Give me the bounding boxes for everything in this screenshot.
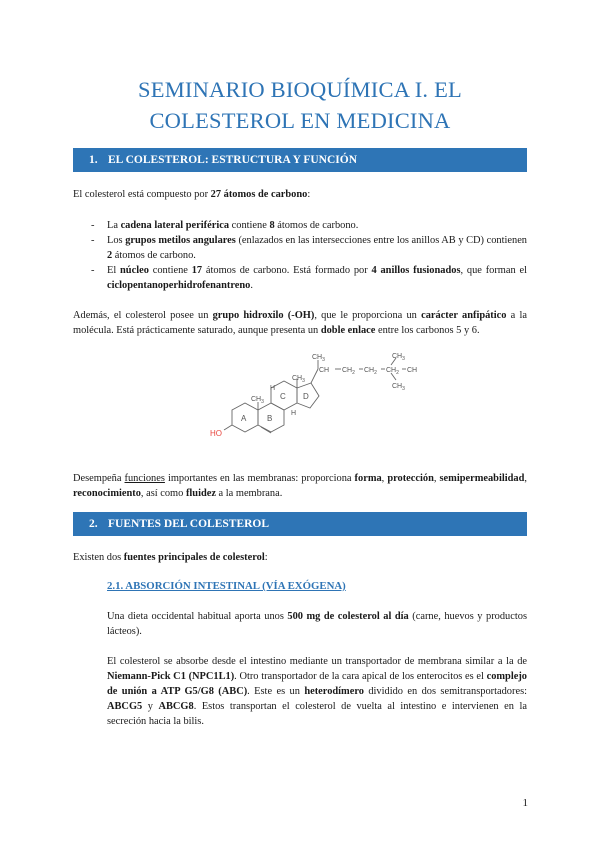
intro-paragraph: El colesterol está compuesto por 27 átomos de carbono: <box>73 189 311 200</box>
hydroxyl-paragraph: Además, el colesterol posee un grupo hidroxilo (-OH), que le proporciona un carácter anfipático a la molécula. Está prácticamente saturado, aunque presenta un doble enlace entre los carbonos 5 y 6. <box>73 310 527 336</box>
section-1-number: 1. <box>89 154 98 166</box>
bullet-dash: - <box>91 235 95 246</box>
chain-ch2-label: $CH_2$ <box>364 367 377 376</box>
diet-paragraph: Una dieta occidental habitual aporta unos 500 mg de colesterol al día (carne, huevos y productos lácteos). <box>107 611 527 637</box>
methyl-label: $CH_3$ <box>251 396 264 405</box>
methyl-label: $CH_3$ <box>392 353 405 362</box>
ring-b-label: B <box>267 414 273 423</box>
bullet-dash: - <box>91 265 95 276</box>
methyl-label: $CH_3$ <box>312 354 325 363</box>
ring-h-label: H <box>270 385 276 392</box>
page-number: 1 <box>522 797 528 809</box>
title-line-2: COLESTEROL EN MEDICINA <box>149 108 451 133</box>
section-2-number: 2. <box>89 518 98 530</box>
bullet-side-chain: La cadena lateral periférica contiene 8 átomos de carbono. <box>107 220 359 231</box>
chain-ch-label: CH <box>319 367 330 374</box>
page-title <box>60 74 540 136</box>
section-2-title: FUENTES DEL COLESTEROL <box>108 518 270 530</box>
functions-paragraph: Desempeña funciones importantes en las membranas: proporciona forma, protección, semipermeabilidad, reconocimiento, así como fluidez a la membrana. <box>73 473 527 499</box>
sources-paragraph: Existen dos fuentes principales de colesterol: <box>73 552 268 563</box>
chain-ch-label: CH <box>407 367 418 374</box>
absorption-paragraph: El colesterol se absorbe desde el intestino mediante un transportador de membrana similar a la de Niemann-Pick C1 (NPC1L1). Otro transportador de la cara apical de los enterocitos es el complejo de unión a ATP G5/G8 (ABC). Este es un heterodímero dividido en dos semitransportadores: ABCG5 y ABCG8. Estos transportan el colesterol de vuelta al intestino e intervienen en la secreción hacia la bilis. <box>107 656 527 727</box>
ring-a-label: A <box>241 414 247 423</box>
title-line-1: SEMINARIO BIOQUÍMICA I. EL <box>138 77 462 102</box>
cholesterol-structure-diagram <box>196 352 426 452</box>
subsection-2-1-heading: 2.1. ABSORCIÓN INTESTINAL (VÍA EXÓGENA) <box>107 580 346 592</box>
ring-d-label: D <box>303 392 309 401</box>
hydroxyl-label: HO <box>210 429 222 438</box>
methyl-label: $CH_3$ <box>392 383 405 392</box>
bullet-dash: - <box>91 220 95 231</box>
bullet-nucleus: El núcleo contiene 17 átomos de carbono. Está formado por 4 anillos fusionados, que forman el ciclopentanoperhidrofenantreno. <box>107 265 527 291</box>
chain-ch2-label: $CH_2$ <box>386 367 399 376</box>
methyl-label: $CH_3$ <box>292 375 305 384</box>
bullet-methyl-groups: Los grupos metilos angulares (enlazados en las intersecciones entre los anillos AB y CD) contienen 2 átomos de carbono. <box>107 235 527 261</box>
ring-c-label: C <box>280 392 286 401</box>
section-1-header <box>73 148 527 172</box>
section-1-title: EL COLESTEROL: ESTRUCTURA Y FUNCIÓN <box>108 154 358 166</box>
chain-ch2-label: $CH_2$ <box>342 367 355 376</box>
section-2-header <box>73 512 527 536</box>
ring-h-label: H <box>291 410 297 417</box>
